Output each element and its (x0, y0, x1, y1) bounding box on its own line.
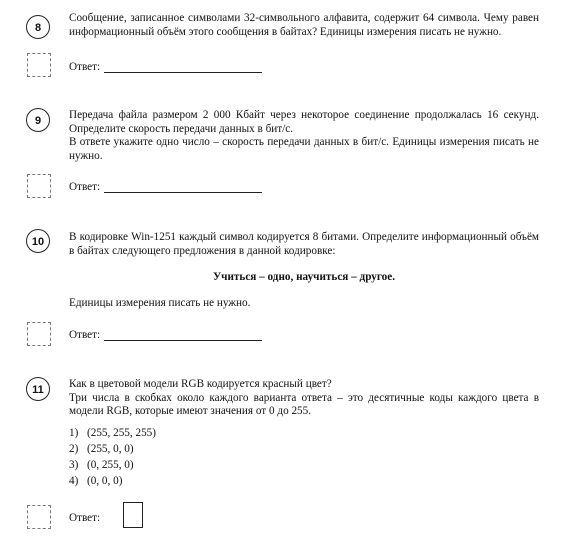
task-paragraph: В кодировке Win-1251 каждый символ кодируется 8 битами. Определите информационный объём в байтах следующего предложения в данной кодировке: (69, 231, 539, 257)
option-text: (255, 0, 0) (87, 443, 134, 455)
option-index: 3) (69, 459, 79, 471)
task-text (69, 378, 539, 419)
answer-input-line[interactable] (104, 340, 262, 341)
task-number-badge: 10 (26, 229, 50, 253)
answer-box-marker (27, 53, 51, 77)
quoted-sentence: Учиться – одно, научиться – другое. (212, 271, 396, 283)
task-text (69, 12, 539, 39)
answer-box-marker (27, 505, 51, 529)
task-number-badge: 11 (26, 377, 50, 401)
answer-label: Ответ: (69, 329, 101, 341)
task-text (69, 231, 539, 258)
task-number-badge: 9 (26, 108, 50, 132)
option-index: 2) (69, 443, 79, 455)
option-text: (0, 0, 0) (87, 475, 123, 487)
answer-input-line[interactable] (104, 192, 262, 193)
task-paragraph: В ответе укажите одно число – скорость передачи данных в бит/с. Единицы измерения писать не нужно. (69, 136, 539, 162)
answer-label: Ответ: (69, 61, 101, 73)
task-paragraph: Передача файла размером 2 000 Кбайт через некоторое соединение продолжалась 16 секунд. Определите скорость передачи данных в бит/c. (69, 109, 539, 135)
answer-box-marker (27, 322, 51, 346)
option-index: 1) (69, 427, 79, 439)
answer-label: Ответ: (69, 181, 101, 193)
task-number-badge: 8 (26, 15, 50, 39)
option-index: 4) (69, 475, 79, 487)
task-paragraph: Три числа в скобках около каждого варианта ответа – это десятичные коды каждого цвета в модели RGB, которые имеют значения от 0 до 255. (69, 391, 539, 417)
task-note: Единицы измерения писать не нужно. (69, 297, 251, 309)
task-paragraph: Сообщение, записанное символами 32-символьного алфавита, содержит 64 символа. Чему равен информационный объём этого сообщения в байтах? Единицы измерения писать не нужно. (69, 12, 539, 38)
answer-option[interactable] (69, 475, 122, 487)
answer-box-marker (27, 174, 51, 198)
answer-option[interactable] (69, 427, 156, 439)
answer-option[interactable] (69, 459, 134, 471)
task-text (69, 109, 539, 163)
option-text: (0, 255, 0) (87, 459, 134, 471)
option-text: (255, 255, 255) (87, 427, 156, 439)
answer-input-line[interactable] (104, 72, 262, 73)
answer-label: Ответ: (69, 512, 101, 524)
answer-option[interactable] (69, 443, 134, 455)
task-paragraph: Как в цветовой модели RGB кодируется красный цвет? (69, 378, 332, 390)
answer-input-cell[interactable] (123, 502, 143, 528)
